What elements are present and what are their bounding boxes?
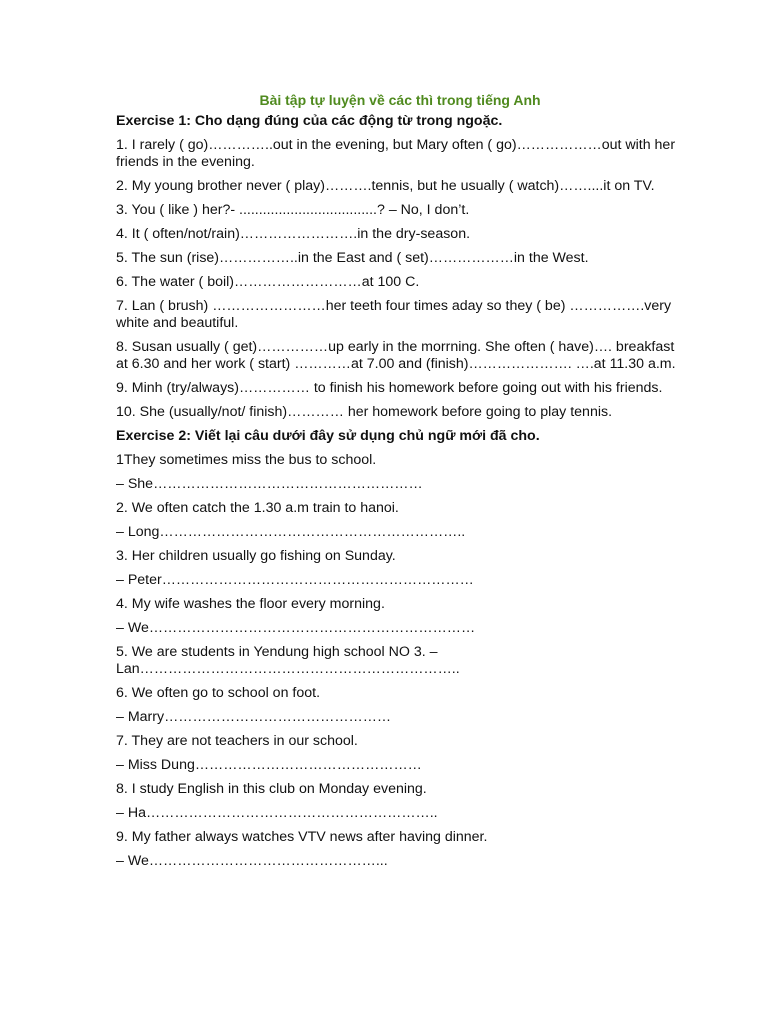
exercise2-line: 3. Her children usually go fishing on Sunday. bbox=[116, 548, 396, 564]
exercise1-item: 10. She (usually/not/ finish)………… her homework before going to play tennis. bbox=[116, 404, 613, 420]
exercise1-item: 6. The water ( boil)………………………at 100 C. bbox=[116, 274, 420, 290]
exercise1-item: 9. Minh (try/always)…………… to finish his homework before going out with his friends. bbox=[116, 380, 663, 396]
document-title: Bài tập tự luyện về các thì trong tiếng Anh bbox=[259, 92, 541, 108]
exercise2-line: – She………………………………………………… bbox=[116, 476, 423, 492]
exercise2-line: – Ha…………………………………………………….. bbox=[116, 805, 438, 821]
exercise1-item: 3. You ( like ) her?- ...................................? – No, I don’t. bbox=[116, 202, 470, 218]
exercise1-item: 5. The sun (rise)……………..in the East and ( set)………………in the West. bbox=[116, 250, 589, 266]
exercise2-line: – Peter………………………………………………………… bbox=[116, 572, 474, 588]
exercise2-line: – We…………………………………………………………… bbox=[116, 620, 476, 636]
exercise2-line: – We…………………………………………... bbox=[116, 853, 388, 869]
exercise2-line: 5. We are students in Yendung high school NO 3. – Lan………………………………………………………….. bbox=[116, 644, 460, 677]
exercise1-item: 4. It ( often/not/rain)…………………….in the dry-season. bbox=[116, 226, 471, 242]
exercise1-item: 7. Lan ( brush) ……………………her teeth four times aday so they ( be) …………….very white and beautiful. bbox=[116, 298, 672, 331]
exercise2-line: – Marry………………………………………… bbox=[116, 709, 392, 725]
exercise2-line: 2. We often catch the 1.30 a.m train to hanoi. bbox=[116, 500, 399, 516]
exercise1-heading: Exercise 1: Cho dạng đúng của các động từ trong ngoặc. bbox=[116, 113, 503, 129]
exercise2-line: 4. My wife washes the floor every morning. bbox=[116, 596, 385, 612]
exercise2-line: – Long……………………………………………………….. bbox=[116, 524, 466, 540]
exercise2-line: 8. I study English in this club on Monday evening. bbox=[116, 781, 427, 797]
exercise2-line: 9. My father always watches VTV news after having dinner. bbox=[116, 829, 488, 845]
exercise2-line: 1They sometimes miss the bus to school. bbox=[116, 452, 377, 468]
exercise1-item: 8. Susan usually ( get)……………up early in the morrning. She often ( have)…. breakfast at 6.30 and her work ( start) …………at 7.00 and (finish)…………………. ….at 11.30 a.m. bbox=[116, 339, 676, 372]
exercise2-line: 7. They are not teachers in our school. bbox=[116, 733, 358, 749]
exercise2-line: 6. We often go to school on foot. bbox=[116, 685, 321, 701]
document-body bbox=[116, 113, 686, 877]
exercise1-item: 2. My young brother never ( play)……….tennis, but he usually ( watch)……....it on TV. bbox=[116, 178, 655, 194]
exercise2-line: – Miss Dung………………………………………… bbox=[116, 757, 422, 773]
exercise1-item: 1. I rarely ( go)…………..out in the evening, but Mary often ( go)………………out with her friends in the evening. bbox=[116, 137, 676, 170]
exercise2-heading: Exercise 2: Viết lại câu dưới đây sử dụng chủ ngữ mới đã cho. bbox=[116, 428, 540, 444]
